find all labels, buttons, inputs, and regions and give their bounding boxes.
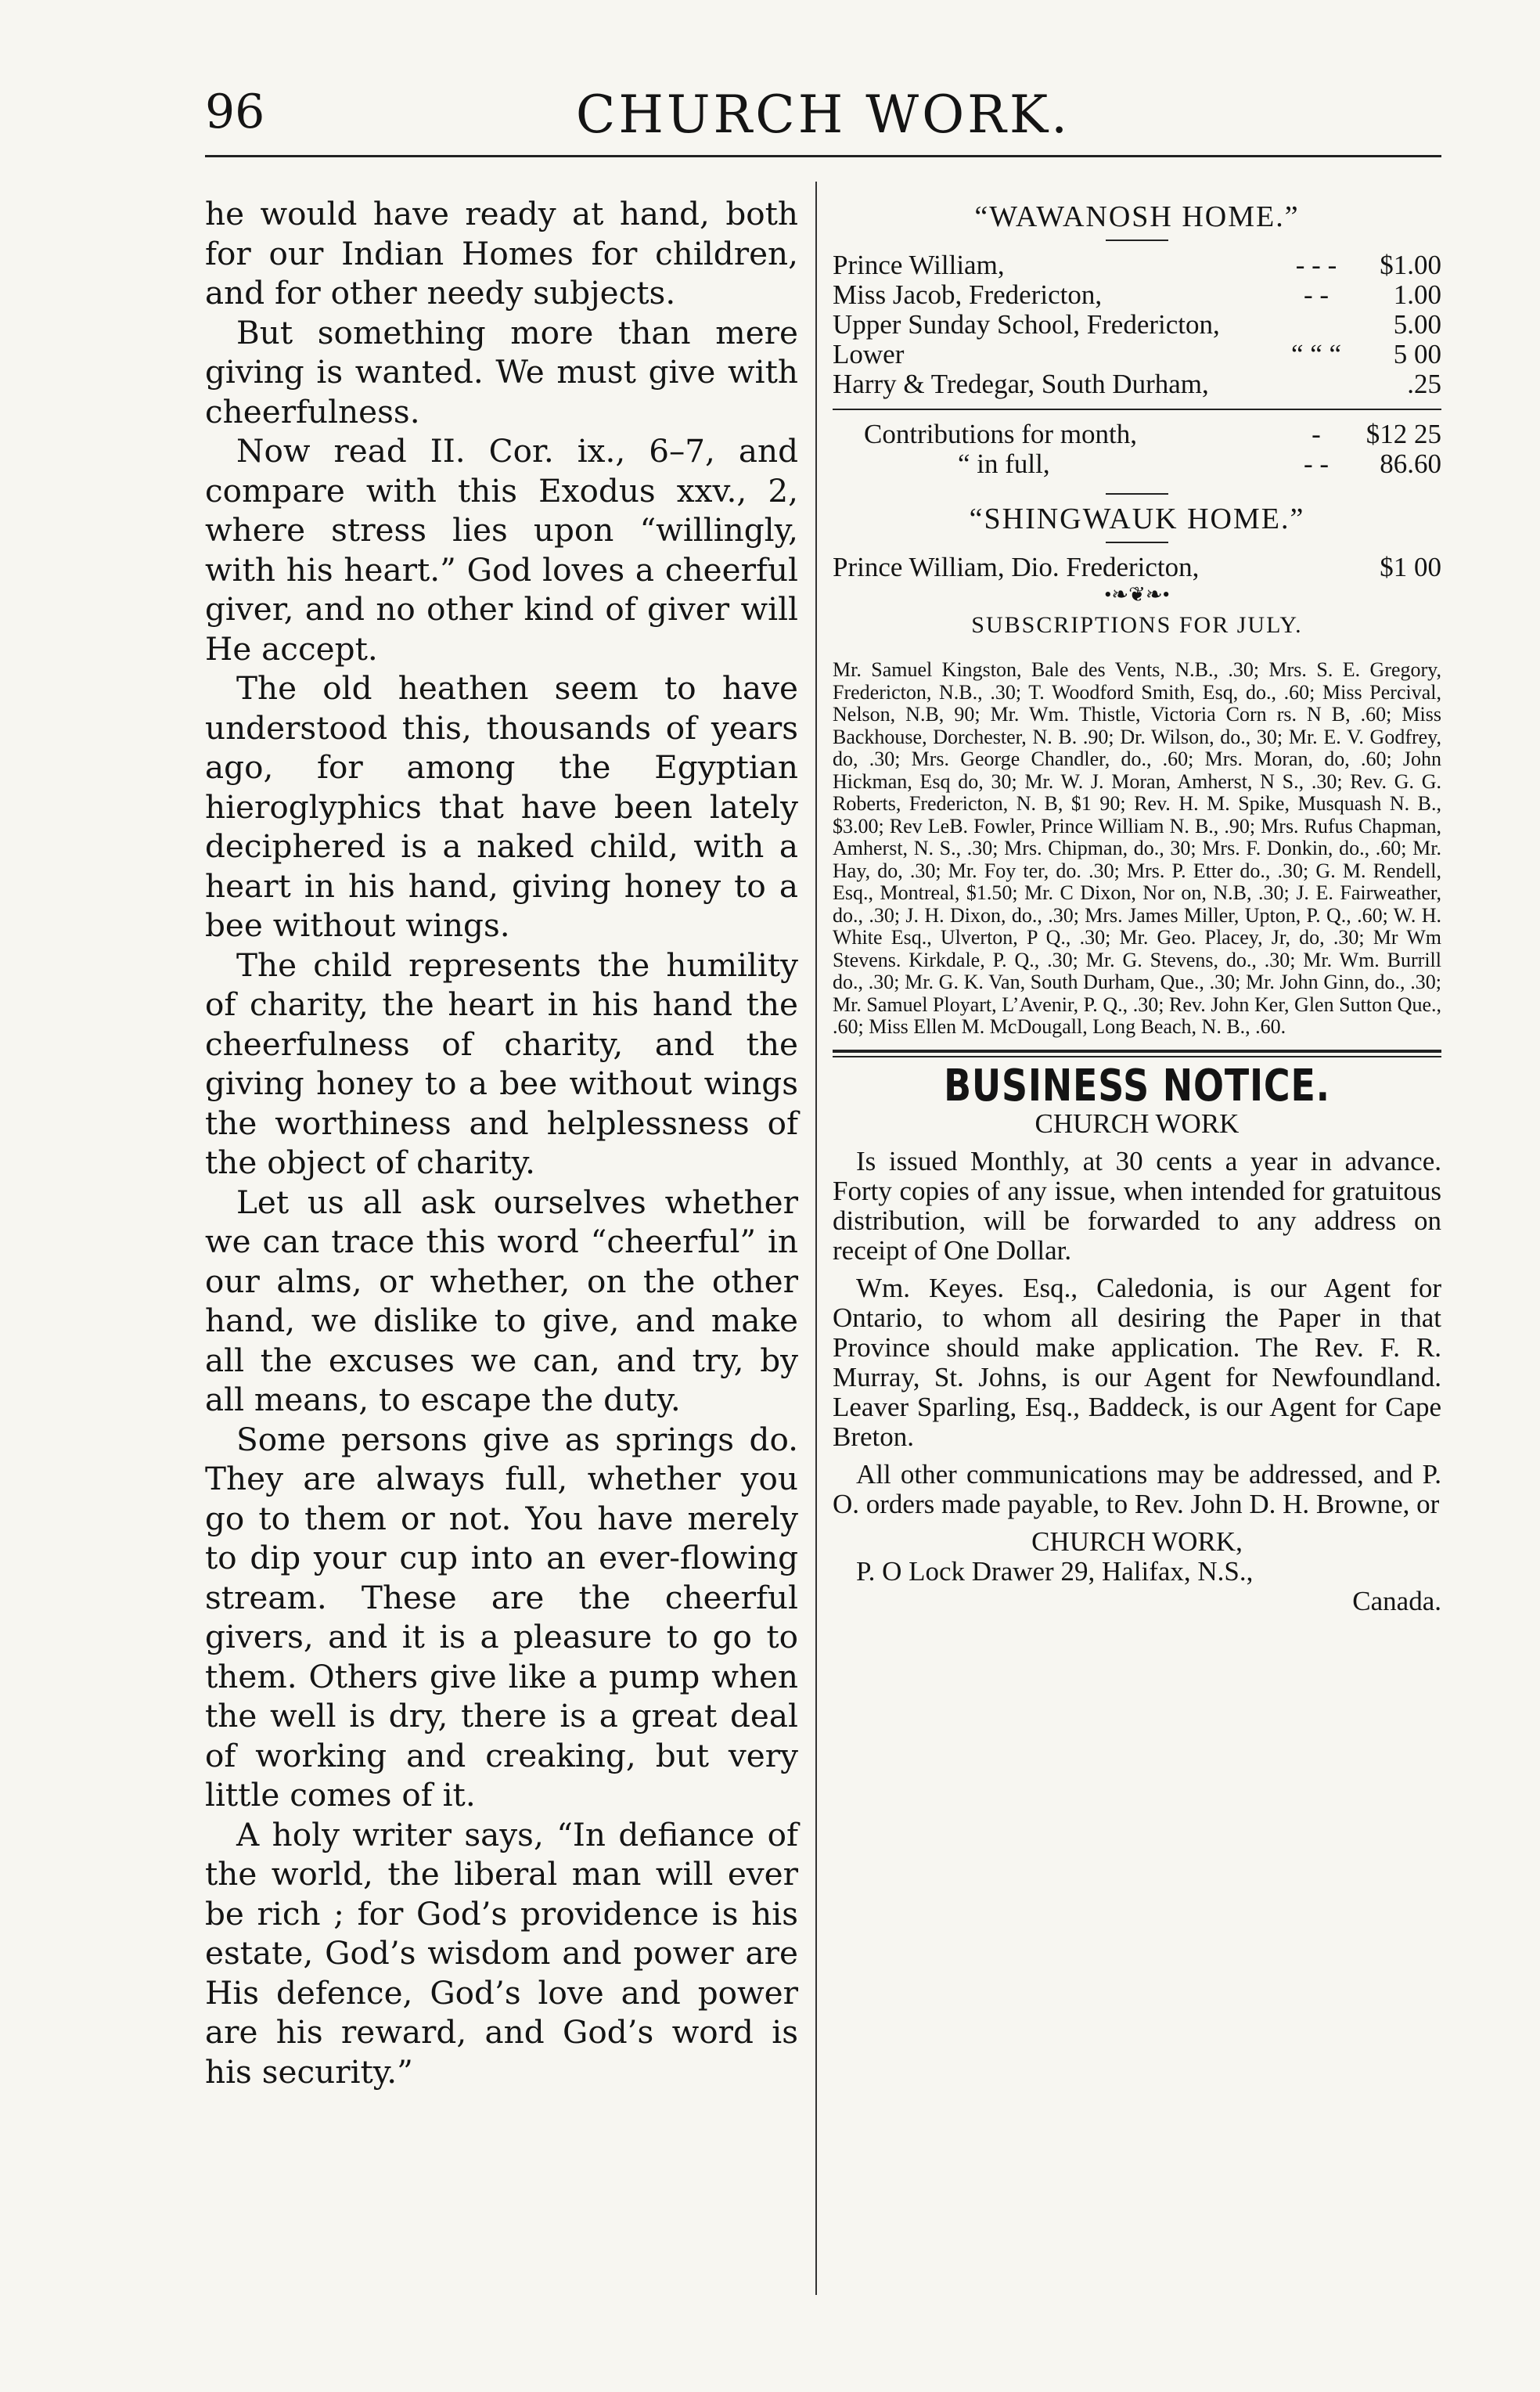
article-paragraph: Some persons give as springs do. They are always full, whether you go to them or not. You have merely to dip your cup into an ever-flowing stream. These are the cheerful givers, and it is a pleasure to go to them. Others give like a pump when the well is dry, there is a great deal of working and creaking, but very little comes of it.: [205, 1420, 798, 1814]
business-notice-title: BUSINESS NOTICE.: [944, 1060, 1330, 1111]
list-item: Harry & Tredegar, South Durham, .25: [833, 369, 1441, 399]
page-number: 96: [205, 85, 265, 139]
article-paragraph: Let us all ask ourselves whether we can trace this word “cheerful” in our alms, or whether, on the other hand, we dislike to give, and make all the excuses we can, and try, by all means, to escape the duty.: [205, 1183, 798, 1418]
column-divider: [815, 182, 817, 2295]
subscriptions-text: Mr. Samuel Kingston, Bale des Vents, N.B., .30; Mrs. S. E. Gregory, Fredericton, N.B., .30; T. Woodford Smith, Esq, do., .60; Miss Percival, Nelson, N.B, 90; Mr. Wm. Thistle, Victoria Corn rs. N B, .60; Miss Backhouse, Dorchester, N. B. .90; Dr. Wilson, do., 30; Mr. E. V. Godfrey, do, .30; Mrs. George Chandler, do., .60; Mrs. Moran, do, .60; John Hickman, Esq do, 30; Mr. W. J. Moran, Amherst, N S., .30; Rev. G. G. Roberts, Fredericton, N. B, $1 90; Rev. H. M. Spike, Musquash N. B., $3.00; Rev LeB. Fowler, Prince William N. B., .90; Mrs. Rufus Chapman, Amherst, N. S., .30; Mrs. Chipman, do., 30; Mrs. F. Donkin, do., .60; Mr. Hay, do, .30; Mr. Foy ter, do. .30; Mrs. P. Etter do., .30; G. M. Rendell, Esq., Montreal, $1.50; Mr. C Dixon, Nor on, N.B, .30; J. E. Fairweather, do., .30; J. H. Dixon, do., .30; Mrs. James Miller, Upton, P. Q., .60; W. H. White Esq., Ulverton, P Q., .30; Mr. Geo. Placey, Jr, do, .30; Mr Wm Stevens. Kirkdale, P. Q., .30; Mr. G. Stevens, do., .30; Mr. Wm. Burrill do., .30; Mr. G. K. Van, South Durham, Que., .30; Mr. John Ginn, do., .30; Mr. Samuel Ployart, L’Avenir, P. Q., .30; Rev. John Ker, Glen Sutton Que., .60; Miss Ellen M. McDougall, Long Beach, N. B., .60.: [833, 658, 1441, 1038]
list-item: “ in full, - - 86.60: [958, 448, 1441, 479]
mailing-address: P. O Lock Drawer 29, Halifax, N.S.,: [856, 1555, 1254, 1587]
list-item: Prince William, Dio. Fredericton, $1 00: [833, 552, 1441, 582]
divider: [833, 1056, 1441, 1057]
article-column: [205, 194, 798, 2091]
header-rule: [205, 155, 1441, 157]
article-paragraph: The child represents the humility of charity, the heart in his hand the cheerfulness of charity, and the giving honey to a bee without wings the worthiness and helplessness of the object of charity.: [205, 946, 798, 1181]
wawanosh-totals: [833, 420, 1441, 479]
business-notice: [833, 1060, 1441, 1616]
divider: [833, 409, 1441, 410]
list-item: Miss Jacob, Fredericton, - - 1.00: [833, 279, 1441, 310]
business-paragraph: Is issued Monthly, at 30 cents a year in advance. Forty copies of any issue, when intended for gratuitous distribution, will be forwarded to any address on receipt of One Dollar.: [833, 1145, 1441, 1266]
country: Canada.: [1352, 1585, 1441, 1616]
wawanosh-list: [833, 250, 1441, 399]
list-item: Lower “ “ “ 5 00: [833, 339, 1441, 369]
article-paragraph: The old heathen seem to have understood this, thousands of years ago, for among the Egyptian hieroglyphics that have been lately deciphered is a naked child, with a heart in his hand, giving honey to a bee without wings.: [205, 669, 798, 944]
article-paragraph: Now read II. Cor. ix., 6–7, and compare with this Exodus xxv., 2, where stress lies upon “willingly, with his heart.” God loves a cheerful giver, and no other kind of giver will He accept.: [205, 432, 798, 668]
business-name: CHURCH WORK: [1034, 1108, 1240, 1139]
page-title: CHURCH WORK.: [575, 85, 1071, 145]
wawanosh-heading: “WAWANOSH HOME.”: [974, 200, 1300, 233]
shingwauk-heading: “SHINGWAUK HOME.”: [969, 503, 1305, 535]
divider: [833, 1050, 1441, 1053]
article-paragraph: But something more than mere giving is wanted. We must give with cheerfulness.: [205, 313, 798, 430]
list-item: Upper Sunday School, Fredericton, 5.00: [833, 309, 1441, 340]
business-paragraph: Wm. Keyes. Esq., Caledonia, is our Agent for Ontario, to whom all desiring the Paper in that Province should make application. The Rev. F. R. Murray, St. Johns, is our Agent for Newfoundland. Leaver Sparling, Esq., Baddeck, is our Agent for Cape Breton.: [833, 1272, 1441, 1452]
short-rule: [1106, 493, 1168, 495]
page-header: [205, 85, 1441, 147]
notices-column: [833, 194, 1441, 1616]
article-paragraph: A holy writer says, “In defiance of the world, the liberal man will ever be rich ; for God’s providence is his estate, God’s wisdom and power are His defence, God’s love and power are his reward, and God’s word is his security.”: [205, 1815, 798, 2091]
business-paragraph: All other communications may be addressed, and P. O. orders made payable, to Rev. John D. H. Browne, or: [833, 1458, 1441, 1519]
closing-name: CHURCH WORK,: [1031, 1526, 1243, 1557]
ornament-divider: •❧❦❧•: [1104, 583, 1170, 606]
short-rule: [1106, 542, 1168, 543]
subscriptions-heading: SUBSCRIPTIONS FOR JULY.: [971, 612, 1303, 638]
list-item: Prince William, - - - $1.00: [833, 250, 1441, 280]
list-item: Contributions for month, - $12 25: [864, 419, 1441, 449]
article-paragraph: he would have ready at hand, both for our Indian Homes for children, and for other needy subjects.: [205, 195, 798, 312]
short-rule: [1106, 240, 1168, 241]
